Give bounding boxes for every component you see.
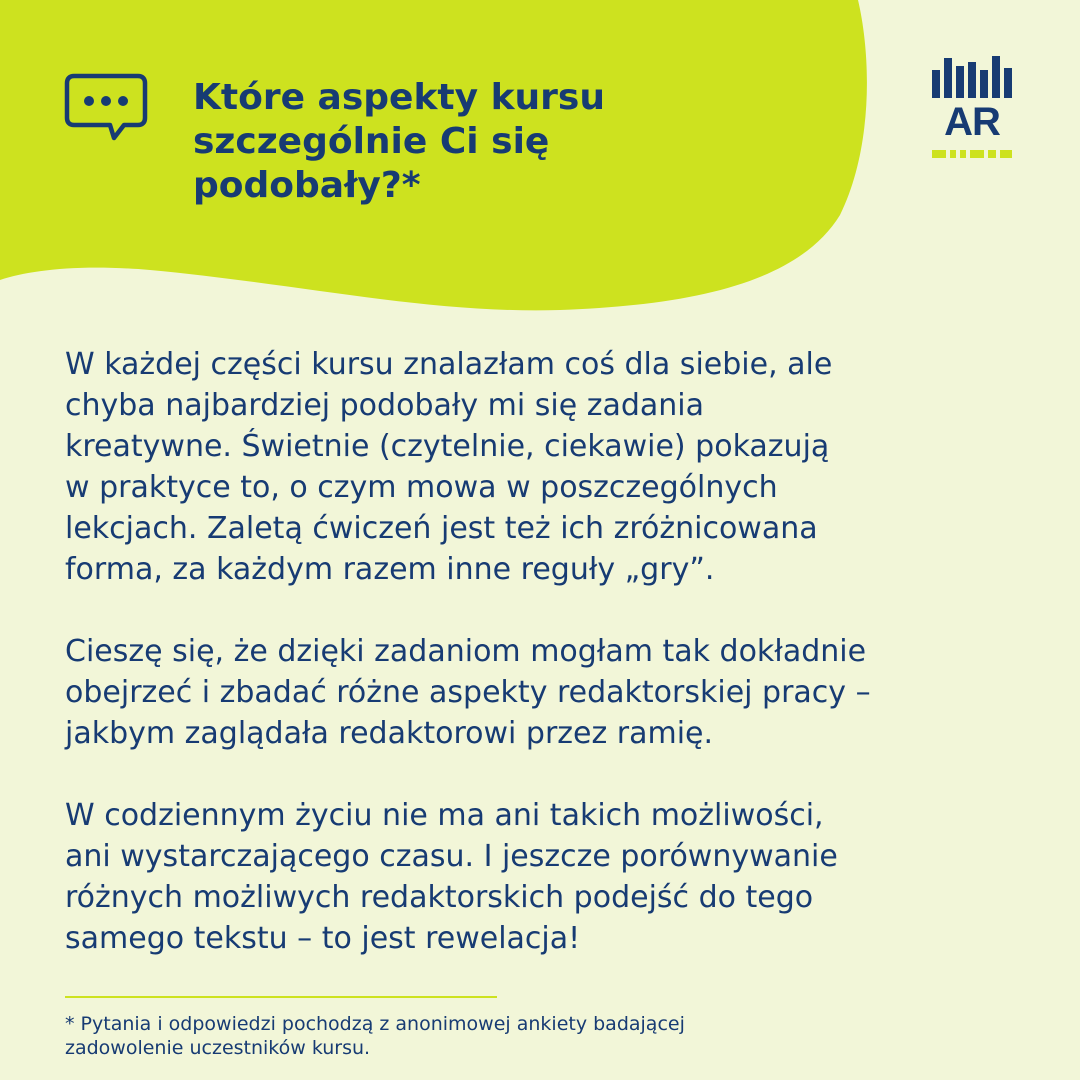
ar-logo [930, 52, 1014, 162]
body-paragraph: W każdej części kursu znalazłam coś dla siebie, ale chyba najbardziej podobały mi się zadania kreatywne. Świetnie (czytelnie, ciekawie) pokazują w praktyce to, o czym mowa w poszczególnych lekcjach. Zaletą ćwiczeń jest też ich zróżnicowana forma, za każdym razem inne reguły „gry”. [65, 347, 833, 587]
body-paragraph: Cieszę się, że dzięki zadaniom mogłam tak dokładnie obejrzeć i zbadać różne aspekty redaktorskiej pracy – jakbym zaglądała redaktorowi przez ramię. [65, 634, 871, 751]
footnote: * Pytania i odpowiedzi pochodzą z anonimowej ankiety badającej zadowolenie uczestników kursu. [65, 1013, 685, 1059]
speech-bubble-icon [64, 72, 148, 142]
page-title: Które aspekty kursu szczególnie Ci się podobały?* [193, 77, 605, 206]
testimonial-body [65, 344, 1025, 1000]
logo-text: AR [944, 100, 1000, 144]
body-paragraph: W codziennym życiu nie ma ani takich możliwości, ani wystarczającego czasu. I jeszcze porównywanie różnych możliwych redaktorskich podejść do tego samego tekstu – to jest rewelacja! [65, 798, 838, 956]
footnote-divider [65, 996, 497, 998]
